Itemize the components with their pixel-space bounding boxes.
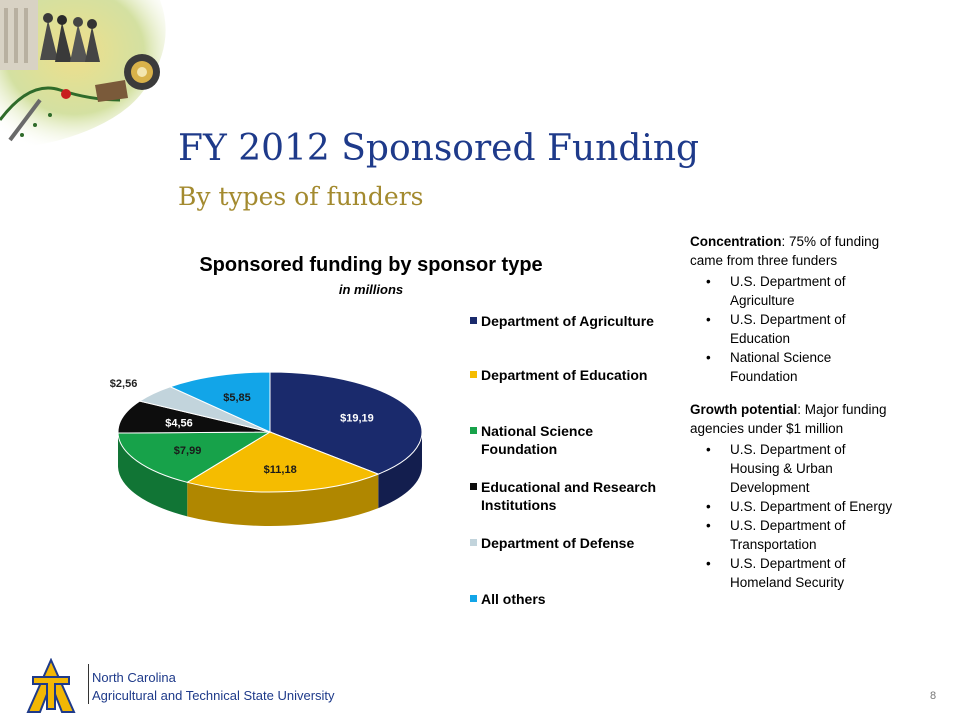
legend-item (470, 422, 671, 458)
pie-data-label-3: $4,56 (165, 417, 193, 430)
pie-data-label-4: $2,56 (109, 377, 138, 390)
concentration-note (690, 232, 895, 270)
concentration-heading: Concentration (690, 234, 782, 249)
legend-item (470, 590, 671, 608)
chart-title: Sponsored funding by sponsor type (199, 254, 543, 276)
notes-panel (690, 232, 895, 606)
list-item: • U.S. Department of Transportation (690, 516, 895, 554)
legend-swatch (470, 371, 477, 378)
footer-university-line2: Agricultural and Technical State University (92, 688, 335, 703)
footer-divider (88, 664, 89, 704)
legend-swatch (470, 595, 477, 602)
legend-swatch (470, 483, 477, 490)
slide-title: FY 2012 Sponsored Funding (178, 128, 700, 169)
growth-heading: Growth potential (690, 402, 798, 417)
growth-list (690, 440, 895, 592)
legend-swatch (470, 539, 477, 546)
campus-collage-icon (0, 0, 175, 150)
legend-label: National Science Foundation (481, 423, 594, 457)
legend-swatch (470, 317, 477, 324)
aggie-logo-icon (26, 658, 76, 714)
footer-university-line1: North Carolina (92, 670, 176, 685)
list-item: • U.S. Department of Agriculture (690, 272, 895, 310)
pie-data-label-5: $5,85 (223, 392, 251, 405)
page-number: 8 (930, 690, 937, 702)
growth-text: : Major funding agencies under $1 million (690, 402, 887, 436)
list-item: • U.S. Department of Education (690, 310, 895, 348)
legend-label: Department of Agriculture (481, 313, 654, 329)
legend-label: Educational and Research Institutions (481, 479, 657, 513)
slide-subtitle: By types of funders (178, 182, 424, 211)
legend-item (470, 478, 671, 514)
legend-label: Department of Defense (481, 535, 635, 551)
concentration-list (690, 272, 895, 386)
pie-data-label-0: $19,19 (340, 412, 374, 425)
list-item: • U.S. Department of Energy (690, 497, 895, 516)
chart-subtitle: in millions (338, 282, 404, 297)
pie-data-label-1: $11,18 (263, 463, 297, 476)
pie-data-label-2: $7,99 (173, 445, 202, 458)
legend-swatch (470, 427, 477, 434)
legend-item (470, 534, 671, 552)
list-item: • U.S. Department of Homeland Security (690, 554, 895, 592)
list-item: • U.S. Department of Housing & Urban Development (690, 440, 895, 497)
legend-label: Department of Education (481, 367, 648, 383)
concentration-text: : 75% of funding came from three funders (690, 234, 880, 268)
legend-label: All others (481, 591, 546, 607)
growth-note (690, 400, 895, 438)
pie-chart (100, 360, 440, 560)
legend-item (470, 366, 671, 384)
list-item: • National Science Foundation (690, 348, 895, 386)
legend-item (470, 312, 671, 330)
